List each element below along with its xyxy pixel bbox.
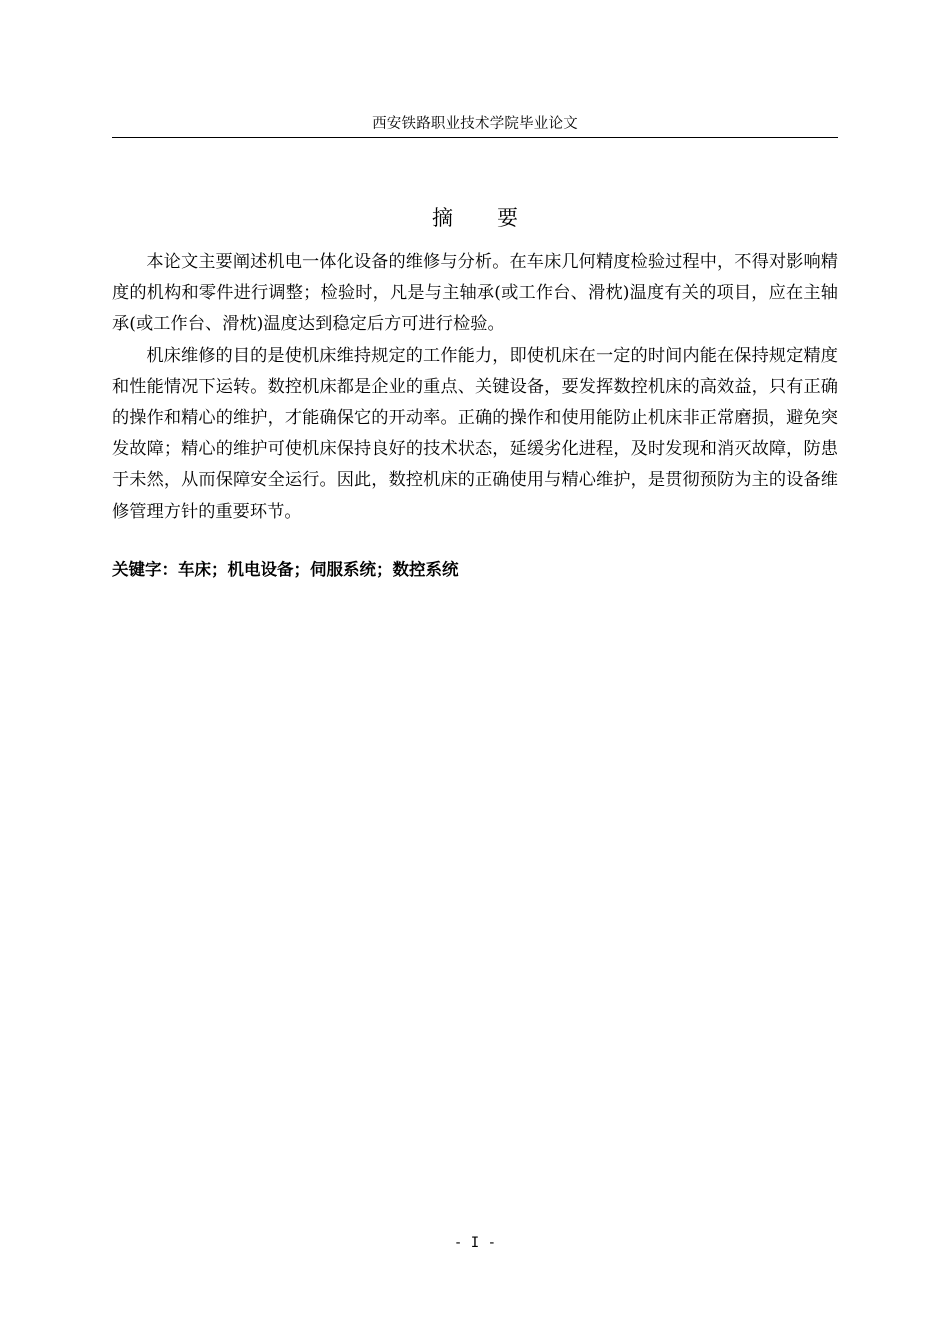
keywords-line: 关键字：车床；机电设备；伺服系统；数控系统 — [112, 560, 459, 579]
abstract-body — [112, 247, 838, 528]
abstract-title-char-1: 摘 — [432, 206, 453, 230]
abstract-paragraph-2: 机床维修的目的是使机床维持规定的工作能力，即使机床在一定的时间内能在保持规定精度和性能情况下运转。数控机床都是企业的重点、关键设备，要发挥数控机床的高效益，只有正确的操作和精心的维护，才能确保它的开动率。正确的操作和使用能防止机床非正常磨损，避免突发故障；精心的维护可使机床保持良好的技术状态，延缓劣化进程，及时发现和消灭故障，防患于未然，从而保障安全运行。因此，数控机床的正确使用与精心维护，是贯彻预防为主的设备维修管理方针的重要环节。 — [112, 345, 838, 522]
abstract-title-char-2: 要 — [497, 206, 518, 230]
running-header-title: 西安铁路职业技术学院毕业论文 — [372, 116, 578, 132]
abstract-title — [112, 202, 838, 234]
page-number: - I - — [453, 1235, 497, 1251]
abstract-paragraph-1: 本论文主要阐述机电一体化设备的维修与分析。在车床几何精度检验过程中，不得对影响精度的机构和零件进行调整；检验时，凡是与主轴承(或工作台、滑枕)温度有关的项目，应在主轴承(或工作台、滑枕)温度达到稳定后方可进行检验。 — [112, 252, 838, 335]
header-rule — [112, 137, 838, 138]
